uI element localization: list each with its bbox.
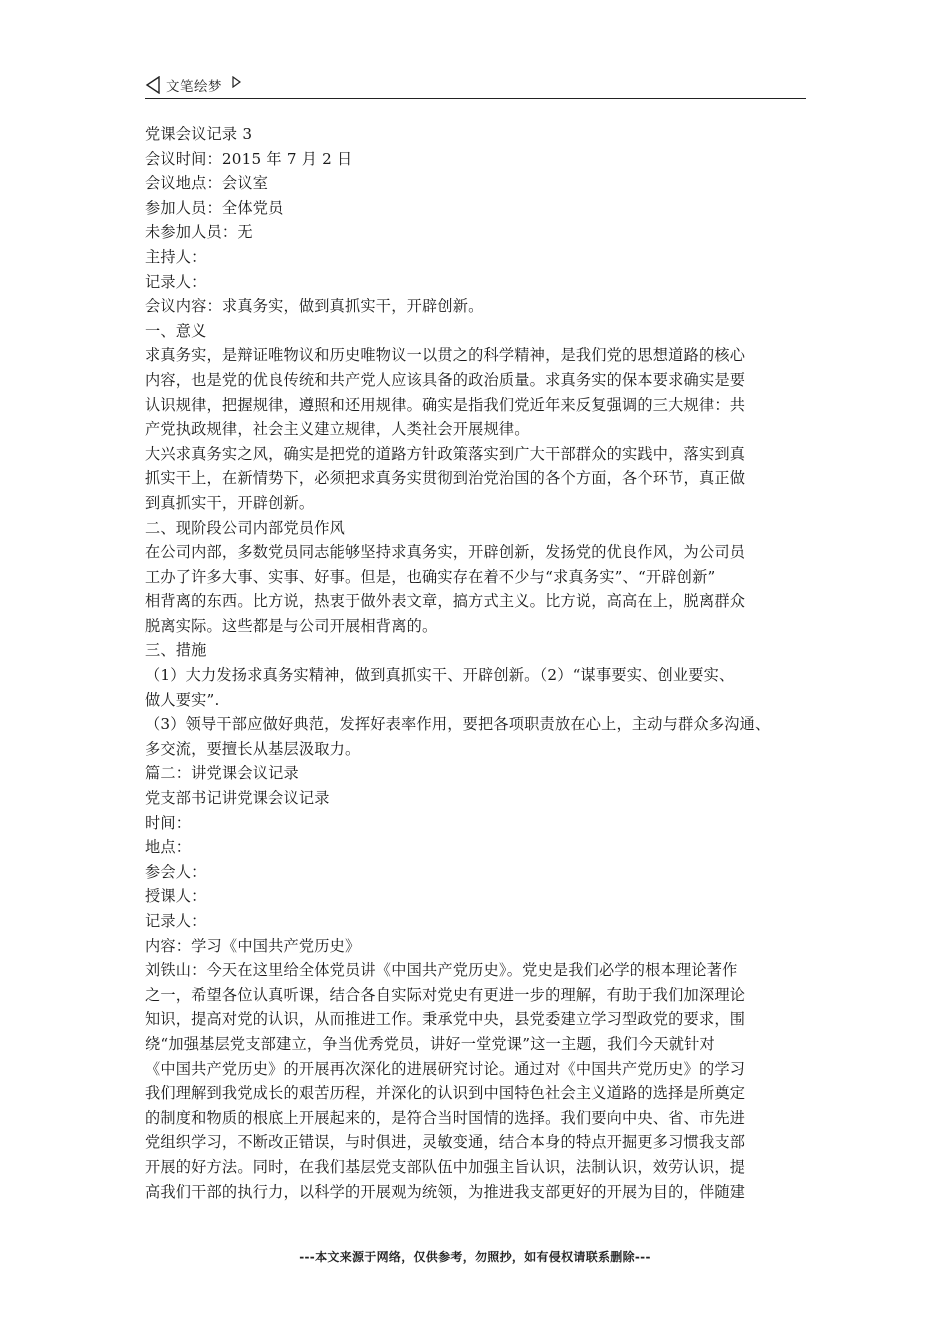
text-line: 内容：学习《中国共产党历史》 xyxy=(145,936,361,955)
text-line: 一、意义 xyxy=(145,321,207,340)
text-line: （3）领导干部应做好典范，发挥好表率作用，要把各项职责放在心上，主动与群众多沟通、 xyxy=(145,715,771,734)
footer-notice: ---本文来源于网络，仅供参考，勿照抄，如有侵权请联系删除--- xyxy=(299,1250,651,1264)
text-line: 脱离实际。这些都是与公司开展相背离的。 xyxy=(145,616,438,635)
text-line: 党课会议记录 3 xyxy=(145,125,253,143)
text-line: 在公司内部，多数党员同志能够坚持求真务实，开辟创新，发扬党的优良作风，为公司员 xyxy=(145,543,746,562)
right-triangle-icon xyxy=(231,76,241,88)
text-line: 参会人： xyxy=(145,862,207,881)
brand xyxy=(145,74,241,96)
text-line: 之一，希望各位认真听课，结合各自实际对党史有更进一步的理解，有助于我们加深理论 xyxy=(145,985,746,1004)
text-line: （1）大力发扬求真务实精神，做到真抓实干、开辟创新。（2）“谋事要实、创业要实、 xyxy=(145,666,735,685)
text-line: 参加人员：全体党员 xyxy=(145,198,284,217)
text-line: 相背离的东西。比方说，热衷于做外表文章，搞方式主义。比方说，高高在上，脱离群众 xyxy=(145,592,746,611)
text-line: 产党执政规律，社会主义建立规律，人类社会开展规律。 xyxy=(145,420,530,439)
text-line: 求真务实，是辩证唯物议和历史唯物议一以贯之的科学精神，是我们党的思想道路的核心 xyxy=(145,346,746,365)
left-triangle-icon xyxy=(145,76,161,94)
text-line: 篇二：讲党课会议记录 xyxy=(145,764,299,783)
document-body xyxy=(145,122,825,1204)
text-line: 会议时间：2015 年 7 月 2 日 xyxy=(145,149,353,168)
text-line: 工办了许多大事、实事、好事。但是，也确实存在着不少与“求真务实”、“开辟创新” xyxy=(145,567,716,586)
text-line: 认识规律，把握规律，遵照和还用规律。确实是指我们党近年来反复强调的三大规律：共 xyxy=(145,395,746,414)
text-line: 内容，也是党的优良传统和共产党人应该具备的政治质量。求真务实的保本要求确实是要 xyxy=(145,370,746,389)
page-header xyxy=(145,72,806,99)
text-line: 做人要实”. xyxy=(145,690,220,709)
text-line: 党支部书记讲党课会议记录 xyxy=(145,789,330,808)
text-line: 时间： xyxy=(145,813,192,832)
text-line: 刘铁山：今天在这里给全体党员讲《中国共产党历史》。党史是我们必学的根本理论著作 xyxy=(145,961,738,980)
text-line: 党组织学习，不断改正错误，与时俱进，灵敏变通，结合本身的特点开掘更多习惯我支部 xyxy=(145,1133,746,1152)
text-line: 大兴求真务实之风，确实是把党的道路方针政策落实到广大干部群众的实践中，落实到真 xyxy=(145,444,746,463)
text-line: 记录人： xyxy=(145,912,207,930)
text-line: 主持人： xyxy=(145,247,207,266)
text-line: 二、现阶段公司内部党员作风 xyxy=(145,518,346,537)
text-line: 开展的好方法。同时，在我们基层党支部队伍中加强主旨认识，法制认识，效劳认识，提 xyxy=(145,1157,746,1176)
text-line: 到真抓实干，开辟创新。 xyxy=(145,493,315,512)
text-line: 记录人： xyxy=(145,272,207,291)
text-line: 绕“加强基层党支部建立，争当优秀党员，讲好一堂党课”这一主题，我们今天就针对 xyxy=(145,1034,715,1053)
text-line: 三、措施 xyxy=(145,641,207,660)
text-line: 知识，提高对党的认识，从而推进工作。秉承党中央，县党委建立学习型政党的要求，围 xyxy=(145,1010,746,1029)
text-line: 的制度和物质的根底上开展起来的，是符合当时国情的选择。我们要向中央、省、市先进 xyxy=(145,1108,746,1127)
text-line: 会议地点：会议室 xyxy=(145,174,269,193)
text-line: 抓实干上，在新情势下，必须把求真务实贯彻到治党治国的各个方面，各个环节，真正做 xyxy=(145,469,746,488)
text-line: 地点： xyxy=(145,838,192,857)
text-line: 多交流，要擅长从基层汲取力。 xyxy=(145,739,361,758)
text-line: 我们理解到我党成长的艰苦历程，并深化的认识到中国特色社会主义道路的选择是所奠定 xyxy=(145,1084,746,1103)
text-line: 会议内容：求真务实，做到真抓实干，开辟创新。 xyxy=(145,297,484,316)
text-line: 《中国共产党历史》的开展再次深化的进展研究讨论。通过对《中国共产党历史》的学习 xyxy=(145,1059,746,1078)
text-line: 授课人： xyxy=(145,887,207,906)
text-line: 高我们干部的执行力，以科学的开展观为统领，为推进我支部更好的开展为目的，伴随建 xyxy=(145,1182,746,1201)
text-line: 未参加人员：无 xyxy=(145,223,253,242)
brand-name: 文笔绘梦 xyxy=(166,79,222,95)
